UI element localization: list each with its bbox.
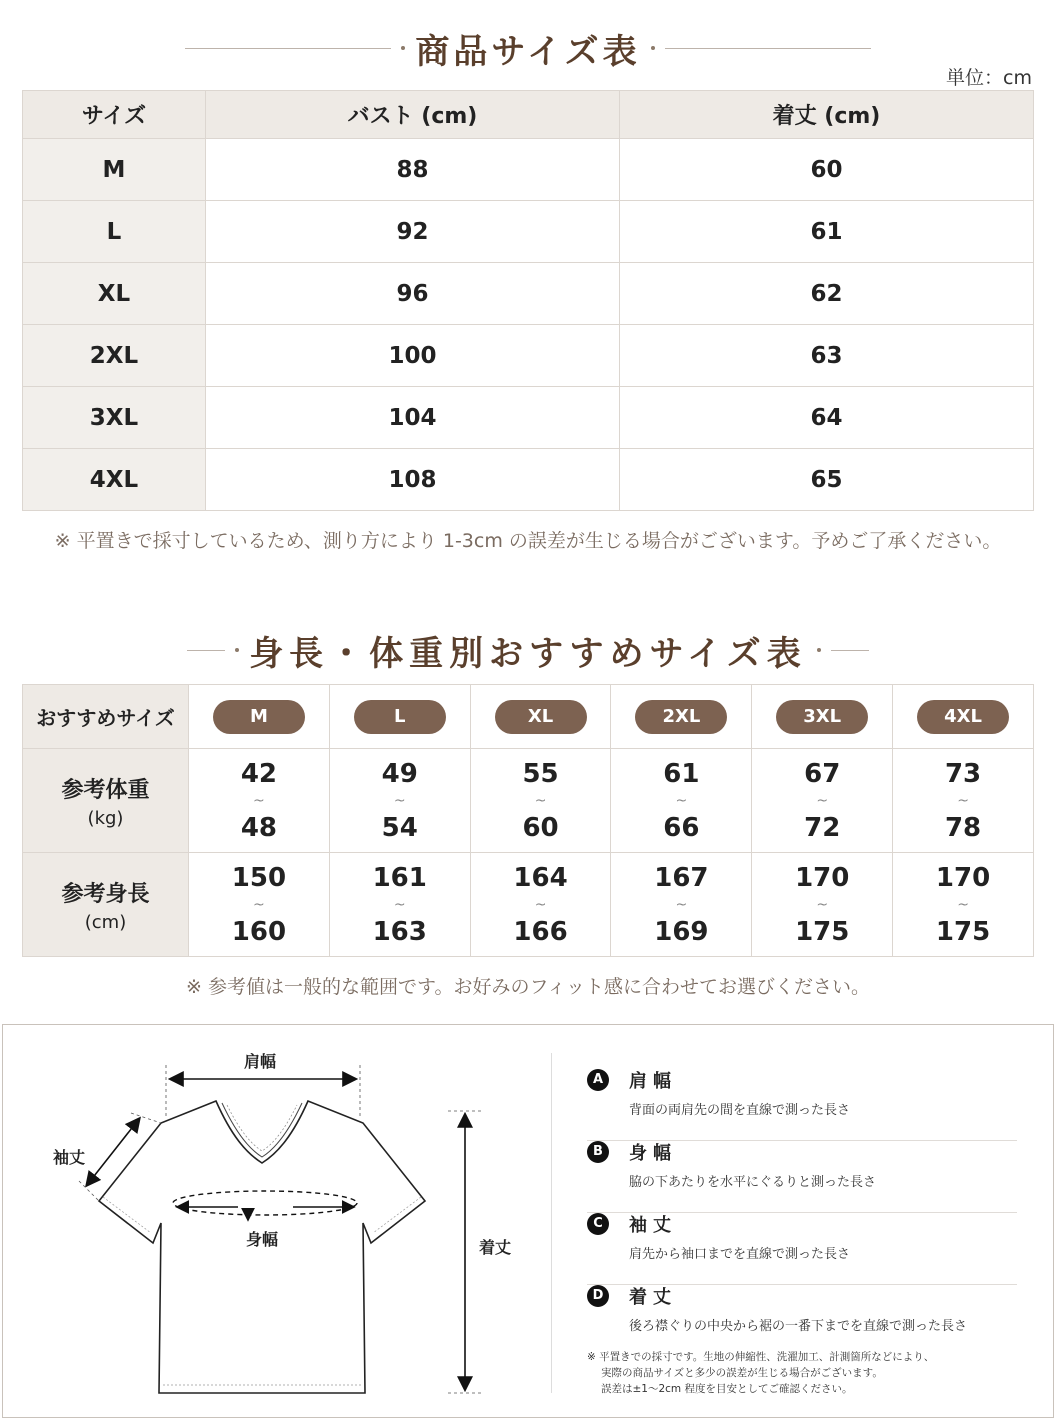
bust-cell: 96 (206, 263, 620, 325)
size-cell: XL (23, 263, 206, 325)
size-pill-cell (329, 685, 470, 749)
title-right-line (665, 48, 871, 49)
table-row (23, 201, 1034, 263)
table-row (23, 263, 1034, 325)
size-table-header (23, 91, 1034, 139)
bust-cell: 104 (206, 387, 620, 449)
legend-item-shoulder (587, 1069, 1017, 1141)
title-left-line (187, 650, 225, 651)
legend-desc: 後ろ襟ぐりの中央から裾の一番下までを直線で測った長さ (629, 1319, 968, 1334)
table-row (23, 387, 1034, 449)
header-size: サイズ (23, 91, 206, 139)
title-right-line (831, 650, 869, 651)
legend-item-length (587, 1285, 1017, 1357)
size-pill-cell (752, 685, 893, 749)
height-range: 161 ~ 163 (329, 853, 470, 957)
measurement-note: ※ 平置きで採寸しているため、測り方により 1-3cm の誤差が生じる場合がございます。予めご了承ください。 (54, 530, 1002, 552)
size-pill: 4XL (917, 700, 1009, 734)
legend-name: 身幅 (629, 1143, 677, 1164)
size-pill-cell (611, 685, 752, 749)
badge-c: C (587, 1213, 609, 1235)
bust-cell: 100 (206, 325, 620, 387)
weight-range: 73 ~ 78 (893, 749, 1034, 853)
weight-label: 参考体重 (kg) (23, 749, 189, 853)
height-range: 170 ~ 175 (752, 853, 893, 957)
weight-range: 49 ~ 54 (329, 749, 470, 853)
sleeve-label: 袖丈 (53, 1148, 86, 1167)
size-pill: XL (495, 700, 587, 734)
length-cell: 61 (620, 201, 1034, 263)
reference-note: ※ 参考値は一般的な範囲です。お好みのフィット感に合わせてお選びください。 (186, 976, 870, 998)
length-cell: 63 (620, 325, 1034, 387)
size-pill: L (354, 700, 446, 734)
title-dot (401, 46, 405, 50)
length-cell: 62 (620, 263, 1034, 325)
size-cell: 3XL (23, 387, 206, 449)
legend-name: 肩幅 (629, 1071, 677, 1092)
height-range: 167 ~ 169 (611, 853, 752, 957)
size-cell: 2XL (23, 325, 206, 387)
measurement-guide-panel (2, 1024, 1054, 1418)
legend-item-sleeve (587, 1213, 1017, 1285)
legend-item-body-width (587, 1141, 1017, 1213)
table-row (23, 325, 1034, 387)
header-bust: バスト (cm) (206, 91, 620, 139)
size-table (22, 90, 1034, 511)
height-range: 150 ~ 160 (189, 853, 330, 957)
legend-desc: 背面の両肩先の間を直線で測った長さ (629, 1103, 851, 1118)
recommend-title-row (0, 628, 1056, 672)
size-pill-cell (189, 685, 330, 749)
recommend-size-label: おすすめサイズ (23, 685, 189, 749)
recommend-title: 身長・体重別おすすめサイズ表 (249, 633, 807, 674)
weight-range: 42 ~ 48 (189, 749, 330, 853)
size-pill-cell (893, 685, 1034, 749)
bust-cell: 92 (206, 201, 620, 263)
height-label: 参考身長 (cm) (23, 853, 189, 957)
header-length: 着丈 (cm) (620, 91, 1034, 139)
unit-label: 単位：cm (946, 67, 1032, 89)
size-pill: 3XL (776, 700, 868, 734)
size-pill-cell (470, 685, 611, 749)
table-row (23, 685, 1034, 749)
weight-range: 55 ~ 60 (470, 749, 611, 853)
title-dot (651, 46, 655, 50)
length-label: 着丈 (479, 1238, 512, 1257)
size-pill: 2XL (635, 700, 727, 734)
size-table-title: 商品サイズ表 (415, 31, 641, 72)
size-table-title-row (0, 26, 1056, 70)
legend-name: 袖丈 (629, 1215, 677, 1236)
badge-d: D (587, 1285, 609, 1307)
size-cell: L (23, 201, 206, 263)
weight-range: 67 ~ 72 (752, 749, 893, 853)
length-cell: 60 (620, 139, 1034, 201)
table-row (23, 449, 1034, 511)
table-row (23, 139, 1034, 201)
size-cell: M (23, 139, 206, 201)
table-row (23, 853, 1034, 957)
length-cell: 64 (620, 387, 1034, 449)
height-range: 164 ~ 166 (470, 853, 611, 957)
weight-range: 61 ~ 66 (611, 749, 752, 853)
size-cell: 4XL (23, 449, 206, 511)
title-left-line (185, 48, 391, 49)
legend-desc: 脇の下あたりを水平にぐるりと測った長さ (629, 1175, 877, 1190)
shoulder-label: 肩幅 (244, 1052, 277, 1071)
recommend-table (22, 684, 1034, 957)
title-dot (235, 648, 239, 652)
title-dot (817, 648, 821, 652)
panel-divider (551, 1053, 552, 1393)
badge-a: A (587, 1069, 609, 1091)
measurement-footnote: ※ 平置きでの採寸です。生地の伸縮性、洗濯加工、計測箇所などにより、 実際の商品サイズと多少の誤差が生じる場合がございます。 誤差は±1〜2cm 程度を目安としてご確認ください。 (587, 1351, 935, 1395)
table-row (23, 749, 1034, 853)
bust-cell: 108 (206, 449, 620, 511)
height-range: 170 ~ 175 (893, 853, 1034, 957)
bust-cell: 88 (206, 139, 620, 201)
legend-desc: 肩先から袖口までを直線で測った長さ (629, 1247, 851, 1262)
legend-name: 着丈 (629, 1287, 677, 1308)
badge-b: B (587, 1141, 609, 1163)
body-width-label: 身幅 (246, 1230, 279, 1249)
size-pill: M (213, 700, 305, 734)
length-cell: 65 (620, 449, 1034, 511)
